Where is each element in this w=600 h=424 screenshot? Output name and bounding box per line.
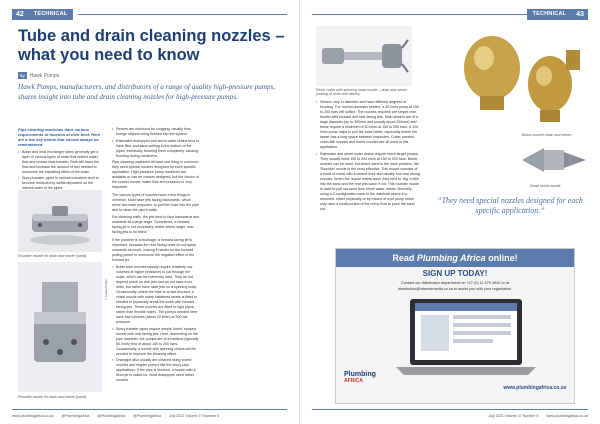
caption-rounder-2: Rounder nozzle for drain and sewer (sand). [18,395,88,399]
body-paragraph: Pipe cleaning machines all have one thing in common: they need special nozzles designed for each specific application. High-pressure pump machines are available or can be custom designed, but the choice of the correct nozzle, water flow and pressure is very important. [112,160,199,190]
resin-cutter-illustration [316,26,412,86]
body-paragraph: If the problem is a blockage, a forward-facing jet is important, because the rear facing ones do not spray outwards as much, making it harder for the forward pulling power to overcome the negative effect of the forward jet. [112,237,197,262]
section-label: TECHNICAL [527,9,573,20]
header-rule [78,14,287,15]
list-item: • Boiler and heat exchanger tubes generally get a layer of various types of scale that restrict water flow and reduce heat transfer. Both will lower the flow and increase the amount of fuel needed to overcome the insulating effect of the scale. [18,150,102,175]
list-item: • Drainpipe also usually are cleaned using 'bomb' nozzles and require pumps like the slurry pipe applications. If the pipe is blocked, a nozzle with a fixed jet is called for. Most drainpipes need rather nozzles. [112,358,200,383]
footer-social-instagram[interactable]: @PlumbingAfrica [133,414,162,418]
page-number: 43 [572,9,588,20]
list-item: • Rainwater drainpipes and storm water drains tend to have litter and sand settling in the bottom of the pipes, eventually blocking them completely, causing flooding during rainstorms. [112,139,200,159]
ad-url[interactable]: www.plumbingafrica.co.za [503,385,566,391]
photo-credit: © Hawk Pumps [104,279,108,300]
body-paragraph: For cleaning walls, the jets tend to face backwards and outwards at a large angle. Sometimes, a forward-facing jet is not necessary, whilst others larger, rear-facing jets to be fitted. [112,215,200,235]
ad-contact-line: Contact our distribution department on +27 (0) 11 579 4940 or at [400,281,510,285]
rounder-nozzle-photo-2 [18,262,102,392]
resin-cutter-photo [316,26,412,86]
footer-social-twitter[interactable]: @PlumbingAfrica [97,414,126,418]
right-column [316,100,420,213]
list-item: • Sewers are notorious for clogging, usually from foreign objects being flushed into the system. [112,127,200,137]
laptop-icon [396,297,536,379]
logo-main: Plumbing [344,371,376,378]
byline [18,72,59,79]
requirements-list-cont [112,127,200,159]
rounder-nozzle-illustration-2 [18,262,102,392]
list-item: • Slurry transfer pipes in various industries tend to become restricted by solids deposited on the internal walls of the pipes. [18,176,102,191]
article-title: Tube and drain cleaning nozzles – what you need to know [18,27,285,64]
left-header [12,9,73,20]
drain-types-list [316,100,420,212]
right-page [300,0,600,424]
header-rule [312,14,528,15]
caption-rounder-1: Rounder nozzle for drain and sewer (sand). [18,254,88,258]
small-bomb-nozzle-illustration [516,140,592,182]
ad-signup: SIGN UP TODAY! [422,269,488,278]
right-header [527,9,588,20]
bomb-nozzle-illustration [432,24,588,132]
nozzle-types-list [112,265,200,383]
list-item: • Sewers vary in diameter and have different degrees of blocking. For normal domestic sewers, a 30 l/min pump at 150 to 200 bars will suffice. The nozzles required are simple mini bombs with forward and rear facing jets. Main sewers are of a large diameter (up to 300mm and usually about 200mm) and these require a minimum of 40 l/min at 150 to 200 bars. A 120 l/min pump helps to pull the hose better, especially where the sewer has a long space between manholes. Cutter nozzles, chain flail nozzles and bomb nozzles are all used in this application. [316,100,420,150]
logo-sub: AFRICA [344,378,363,384]
ad-headline-pre: Read [392,253,417,263]
left-footer [12,414,219,418]
column-2 [112,127,200,385]
caption-small-bomb: Small bomb nozzle. [530,184,562,188]
rounder-nozzle-illustration [18,190,102,252]
bomb-nozzle-photo [432,24,588,132]
footer-social-facebook[interactable]: @PlumbingAfrica [61,414,90,418]
author: Hawk Pumps [29,72,60,79]
intro-paragraph: Hawk Pumps, manufacturers, and distributors of a range of quality high-pressure pumps, shares insight into tube and drain cleaning nozzles for high-pressure pumps. [18,83,276,101]
ad-contact-line-2: distribution@interactmedia.co.za to assist you with your registration. [397,287,513,291]
small-bomb-nozzle-photo [516,140,592,182]
lead-paragraph: Pipe cleaning machines have various requirements to function at their best. Here are a few key points that should always be remembered: [18,127,101,147]
footer-url[interactable]: www.plumbingafrica.co.za [546,414,588,418]
footer-rule [12,409,287,410]
ad-headline-post: online! [485,253,518,263]
subscription-ad[interactable] [335,248,575,404]
byline-tag: By [20,73,25,78]
ad-headline-brand: Plumbing Africa [416,253,486,263]
list-item: • Slurry transfer pipes require simple 'bomb' shaped nozzle with rear facing jets. Here, depending on the pipe diameter, the pumps are of a medium (typically 60 l/min) flow of about 150 to 200 bars. Occasionally, a nozzle with spinning chains will be needed to improve the cleaning effect. [112,327,200,357]
section-label: TECHNICAL [28,9,74,20]
footer-issue: July 2021 Volume 27 Number 5 [169,414,220,418]
list-item: • Rainwater and storm water drains require much larger pumps. They usually need 150 to 200 l/min at 150 to 200 bars. Bomb nozzles can be used, but where sand is the main problem, the 'Rounder' nozzle is the most effective. This nozzle consists of a block of metal with a central front and usually four rear facing nozzles. When the nozzle meets sand, they tend to 'dig' a little into the sand and the rear jets wash it out. This rounder nozzle is used to pull out sand from storm water drains. Normally using a Z-configuration back to the manhole where it is removed, either physically or by means of a jet pump which only uses a small portion of the pump flow to push the sand out. [316,152,420,212]
body-paragraph: The various types of nozzles have a few things in common. Most have jets facing backwards, which serve two main purposes: to pull the hose into the pipe and to clean the pipe's walls. [112,192,199,212]
plumbing-africa-logo [344,371,376,385]
list-item: • Boiler tube nozzles usually require relatively low volumes at higher pressures to cut through the scale, which can be extremely hard. They do not depend much on rear jets and do not have front ones, but rather have slide jets on a spinning body. Occasionally, where the tube is at fact blocked, a chisel nozzle with sharp hardened facets is fitted to needed to physically break the scale with forward facing jets. These nozzles are fitted to rigid pipes, rather than flexible hoses. The pumps needed here have low volumes (about 20 l/min) at 500 bar pressure. [112,265,200,325]
footer-rule [312,409,588,410]
rounder-nozzle-photo [18,190,102,252]
footer-url[interactable]: www.plumbingafrica.co.za [12,414,54,418]
pull-quote: “They need special nozzles designed for each specific application.” [437,196,583,215]
ad-headline [336,249,574,267]
page-number: 42 [12,9,28,20]
footer-issue: July 2021 Volume 27 Number 5 [488,414,539,418]
caption-resin-cutter: Resin cutter with spinning head nozzle – drain and sewer (cutting of roots and debris). [316,88,407,96]
right-footer [488,414,588,418]
caption-bomb-nozzle: Bomb nozzles drain and sewer. [522,133,573,137]
